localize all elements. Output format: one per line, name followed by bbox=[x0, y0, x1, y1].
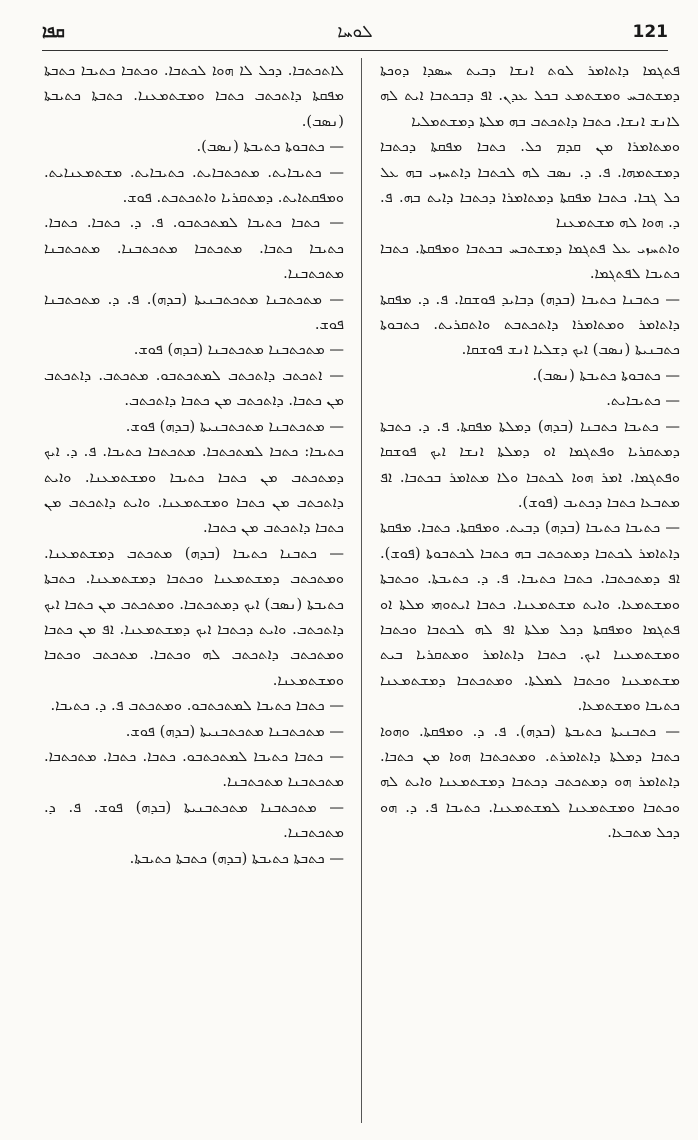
dictionary-entry: — ܟܬܒܬܐ ܟܬܝܒܬܐ (ܒܕܗ) ܟܬܒܬܐ ܟܬܝܒܬܐ. bbox=[129, 849, 344, 867]
dictionary-entry: ܠܐܬܟܬܒܐ. ܕܟܠ ܠܐ ܗܘܐ ܠܟܬܒܐ. ܘܟܬܒܐ ܟܬܝܒܐ ܟܬܒܬܐ ܡܦܩܬܐ ܕܐܬܟܬܒ ܟܬܒܐ ܘܡܫܬܡܥܢܐ. ܟܬܒܬܐ ܟܬܝܒܬܐ (ܢܣܒ). bbox=[44, 62, 344, 130]
dictionary-entry: ܘܡܬܐܡܪܐ ܡܢ ܩܕܡ ܟܠ. ܟܬܒܐ ܡܦܩܬܐ ܕܟܬܒܐ ܕܡܫܬܡܗܐ. ܦ. ܕ. ܢܣܒ ܠܗ ܠܟܬܒܐ ܕܐܬܚܙܝ ܒܗ ܥܠ ܟܠ ܓܒܐ. ܟܬܒܐ ܡܦܩܬܐ ܕܡܬܐܡܪܐ ܕܟܬܒܐ ܕܐܝܬ ܒܗ. ܦ. ܕ. ܗܘܐ ܠܗ ܡܫܬܡܥܢܐ bbox=[380, 138, 680, 232]
dictionary-entry: — ܟܬܒܢܝܬܐ ܟܬܝܒܬܐ (ܒܕܗ). ܦ. ܕ. ܘܡܦܩܬܐ. ܘܗܘܐ ܟܬܒܐ ܕܡܠܬܐ ܕܐܬܐܡܪܬ. ܘܡܬܟܬܒܐ ܗܘܐ ܡܢ ܟܬܒܐ. ܕܐܬܐܡܪ ܗܘ ܕܡܬܟܬܒ ܕܟܬܒܐ ܕܡܫܬܡܥܢܐ ܘܐܝܬ ܠܗ ܘܟܬܒܐ ܘܡܫܬܡܥܢܐ ܠܡܫܬܡܥܢܐ. ܟܬܝܒܐ ܦ. ܕ. ܗܘ ܕܟܠ ܡܬܒܥܐ. bbox=[380, 722, 680, 842]
dictionary-entry: — ܐܬܟܬܒ ܕܐܬܟܬܒ ܠܡܬܟܬܒܘ. ܡܬܟܬܒ. ܕܐܬܟܬܒ ܡܢ ܟܬܒܐ. ܕܐܬܟܬܒ ܡܢ ܟܬܒܐ ܕܐܬܟܬܒ. bbox=[44, 366, 344, 410]
dictionary-entry: ܟܬܝܒܐ: ܟܬܒܐ ܠܡܬܟܬܒܐ. ܡܬܟܬܒܐ ܟܬܝܒܐ. ܦ. ܕ. ܐܝܟ ܕܡܬܟܬܒ ܡܢ ܟܬܒܐ ܟܬܝܒܐ ܘܡܫܬܡܥܢܐ. ܘܐܝܬ ܕܐܬܟܬܒ ܡܢ ܟܬܒܐ ܘܡܫܬܡܥܢܐ. ܘܐܝܬ ܕܐܬܟܬܒ ܡܢ ܟܬܒܐ ܕܐܬܟܬܒ ܡܢ ܟܬܒܐ. bbox=[44, 443, 344, 537]
right-column bbox=[380, 58, 680, 1128]
dictionary-entry: — ܟܬܒܐ ܟܬܝܒܐ ܠܡܬܟܬܒܘ. ܟܬܒܐ. ܟܬܒܐ. ܡܬܟܬܒܐ. ܡܬܟܬܒܢܐ ܡܬܟܬܒܢܐ. bbox=[44, 747, 344, 791]
page-number: 121 bbox=[632, 22, 668, 42]
dictionary-entry: — ܟܬܝܒܐܝܬ. bbox=[606, 392, 680, 410]
dictionary-entry: — ܟܬܒܘܬܐ ܟܬܝܒܬܐ (ܢܣܒ). bbox=[532, 366, 680, 384]
dictionary-entry: — ܟܬܒܢܐ ܟܬܝܒܐ (ܒܕܗ) ܕܒܐܝܕ ܦܘܫܩܐ. ܦ. ܕ. ܡܦܩܬܐ ܕܐܬܐܡܪ ܘܡܬܐܡܪܐ ܕܐܬܟܬܒܬ ܘܐܬܩܪܝܬ. ܟܬܒܘܬܐ ܟܬܒܢܝܬܐ (ܢܣܒ) ܐܝܟ ܕܫܠܝܐ ܐܢܫ ܦܘܫܩܐ. bbox=[380, 290, 680, 359]
column-divider bbox=[361, 58, 362, 1123]
header-rule bbox=[42, 50, 668, 51]
dictionary-entry: — ܟܬܒܘܬܐ ܟܬܝܒܬܐ (ܢܣܒ). bbox=[196, 138, 344, 156]
dictionary-entry: — ܟܬܝܒܐ ܟܬܒܢܐ (ܒܕܗ) ܕܡܠܬܐ ܡܦܩܬܐ. ܦ. ܕ. ܟܬܒܬܐ ܕܡܬܩܪܝܐ ܘܦܬܓܡܐ ܐܘ ܕܡܠܬܐ ܐܢܫܐ ܐܝܟ ܦܘܫܩܐ ܘܦܬܓܡܐ. ܐܡܪ ܗܘܐ ܠܟܬܒܐ ܘܠܐ ܡܬܐܡܪ ܒܟܬܒܐ. ܐܦ ܡܬܒܥܐ ܟܬܒܐ ܕܟܬܝܒ (ܦܘܫ). bbox=[380, 417, 680, 511]
dictionary-entry: — ܡܬܟܬܒܢܐ ܡܬܟܬܒܢܝܬܐ (ܒܕܗ). ܦ. ܕ. ܡܬܟܬܒܢܐ ܦܘܫ. bbox=[44, 290, 344, 334]
dictionary-entry: — ܡܬܟܬܒܢܐ ܡܬܟܬܒܢܐ (ܒܕܗ) ܦܘܫ. bbox=[133, 341, 344, 359]
dictionary-entry: — ܟܬܝܒܐܝܬ. ܡܬܟܬܒܐܝܬ. ܟܬܝܒܐܝܬ. ܡܫܬܡܥܢܐܝܬ. ܘܡܦܩܬܐܝܬ. ܕܡܬܩܪܝܐ ܘܐܬܟܬܒܬ. ܦܘܫ. bbox=[44, 163, 344, 207]
dictionary-entry: — ܟܬܝܒܐ ܟܬܝܒܐ (ܒܕܗ) ܕܒܝܬ. ܘܡܦܩܬܐ. ܟܬܒܐ. ܡܦܩܬܐ ܕܐܬܐܡܪ ܠܟܬܒܐ ܕܡܬܟܬܒ ܒܗ ܟܬܒܐ ܠܟܬܒܘܬܐ (ܦܘܫ). ܐܦ ܕܡܬܟܬܒܐ. ܟܬܒܐ ܟܬܝܒܐ. ܦ. ܕ. ܟܬܝܒܬܐ. ܘܟܬܒܬܐ ܘܡܫܬܡܥܐ. ܘܐܝܬ ܡܫܬܡܥܢܐ. ܟܬܒܐ ܐܝܬܘܗܝ ܡܠܬܐ ܐܘ ܦܬܓܡܐ ܘܡܦܩܬܐ ܕܟܠ ܡܠܬܐ ܐܦ ܠܗ ܠܟܬܒܐ ܘܟܬܒܐ ܘܡܫܬܡܥܢܐ ܐܝܟ. ܟܬܒܐ ܕܐܬܐܡܪ ܘܡܬܩܪܝܐ ܒܝܬ ܡܫܬܡܥܢܐ ܘܟܬܒܐ ܠܡܠܬܐ. ܘܡܬܟܬܒܐ ܕܡܫܬܡܥܢܐ ܟܬܝܒܐ ܘܡܫܬܡܥܐ. bbox=[380, 519, 680, 715]
dictionary-entry: — ܡܬܟܬܒܢܐ ܡܬܟܬܒܢܝܬܐ (ܒܕܗ) ܦܘܫ. bbox=[125, 722, 344, 740]
header-left-word: ܩܦܐ bbox=[42, 22, 65, 42]
dictionary-entry: — ܟܬܒܐ ܟܬܝܒܐ ܠܡܬܟܬܒܘ. ܦ. ܕ. ܟܬܒܐ. ܟܬܒܐ. ܟܬܝܒܐ ܟܬܒܐ. ܡܬܟܬܒܐ ܡܬܟܬܒܢܐ. ܡܬܟܬܒܢܐ ܡܬܟܬܒܢܐ. bbox=[44, 214, 344, 283]
dictionary-entry: — ܟܬܒܢܐ ܟܬܝܒܐ (ܒܕܗ) ܡܬܟܬܒ ܕܡܫܬܡܥܢܐ. ܘܡܬܟܬܒ ܕܡܫܬܡܥܢܐ ܘܟܬܒܐ ܕܡܫܬܡܥܢܐ. ܟܬܒܬܐ ܟܬܝܒܬܐ (ܢܣܒ) ܐܝܟ ܕܡܬܟܬܒܐ. ܘܡܬܟܬܒ ܡܢ ܟܬܒܐ ܐܝܟ ܕܐܬܟܬܒ. ܘܐܝܬ ܕܟܬܒܐ ܐܝܟ ܕܡܫܬܡܥܢܐ. ܐܦ ܡܢ ܟܬܒܐ ܘܡܬܟܬܒ ܕܐܬܟܬܒ ܠܗ ܘܟܬܒܐ. ܡܬܟܬܒ ܘܟܬܒܐ ܘܡܫܬܡܥܢܐ. bbox=[44, 544, 344, 689]
header-center-word: ܠܘܚܐ bbox=[337, 22, 373, 42]
dictionary-entry: ܦܬܓܡܐ ܕܐܬܐܡܪ ܠܘܬ ܐܢܫܐ ܕܒܝܬ ܚܣܕܐ ܕܘܟܬܐ ܕܡܫܬܒܚ ܘܡܫܬܡܥ ܒܟܠ ܥܕܢ. ܐܦ ܕܒܟܬܒܐ ܐܝܬ ܠܗ ܠܐܢܫ ܐܢܫܐ. ܟܬܒܐ ܕܐܬܟܬܒ ܒܗ ܡܠܬܐ ܕܡܫܬܡܠܝܐ bbox=[380, 62, 680, 130]
dictionary-entry: — ܡܬܟܬܒܢܐ ܡܬܟܬܒܢܝܬܐ (ܒܕܗ) ܦܘܫ. bbox=[125, 417, 344, 435]
running-header bbox=[42, 22, 668, 48]
dictionary-entry: — ܟܬܒܐ ܟܬܝܒܐ ܠܡܬܟܬܒܘ. ܘܡܬܟܬܒ ܦ. ܕ. ܟܬܝܒܐ. bbox=[50, 697, 344, 715]
dictionary-entry: — ܡܬܟܬܒܢܐ ܡܬܟܬܒܢܝܬܐ (ܒܕܗ) ܦܘܫ. ܦ. ܕ. ܡܬܟܬܒܢܐ. bbox=[44, 798, 344, 842]
dictionary-entry: ܘܐܬܚܙܝ ܥܠ ܦܬܓܡܐ ܕܡܫܬܒܚ ܒܟܬܒܐ ܘܡܦܩܬܐ. ܟܬܒܐ ܟܬܝܒܐ ܠܦܬܓܡܐ. bbox=[380, 239, 680, 283]
left-column bbox=[44, 58, 344, 1128]
